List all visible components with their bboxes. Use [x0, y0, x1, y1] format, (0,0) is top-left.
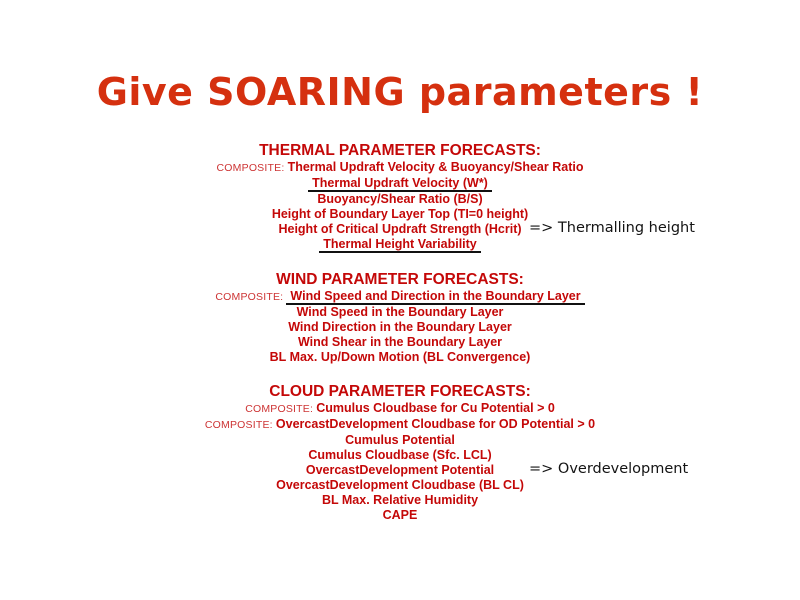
forecast-line	[0, 160, 800, 176]
parameter-sections	[0, 141, 800, 523]
section-heading: WIND PARAMETER FORECASTS:	[276, 271, 524, 288]
forecast-line-label: Wind Speed in the Boundary Layer	[296, 305, 504, 319]
forecast-line	[0, 176, 800, 192]
forecast-line-label: Height of Critical Updraft Strength (Hcrit)	[278, 222, 522, 236]
forecast-line	[0, 222, 800, 237]
forecast-line	[0, 463, 800, 478]
forecast-line	[0, 350, 800, 365]
section-heading: CLOUD PARAMETER FORECASTS:	[269, 383, 531, 400]
composite-prefix: COMPOSITE:	[204, 419, 276, 431]
forecast-line	[0, 192, 800, 207]
parameter-section	[0, 382, 800, 523]
forecast-line	[0, 433, 800, 448]
composite-prefix: COMPOSITE:	[245, 403, 317, 415]
forecast-line	[0, 478, 800, 493]
forecast-line-label: OvercastDevelopment Cloudbase for OD Potential > 0	[275, 417, 596, 431]
forecast-line	[0, 493, 800, 508]
forecast-line-label: Buoyancy/Shear Ratio (B/S)	[317, 192, 483, 206]
forecast-line-label: Cumulus Potential	[345, 433, 455, 447]
forecast-line-label: Cumulus Cloudbase for Cu Potential > 0	[316, 401, 555, 415]
forecast-line-label: Wind Direction in the Boundary Layer	[288, 320, 512, 334]
forecast-line-label: Thermal Updraft Velocity & Buoyancy/Shear Ratio	[287, 160, 584, 174]
forecast-line	[0, 401, 800, 417]
forecast-line	[0, 508, 800, 523]
slide-title: Give SOARING parameters !	[96, 70, 704, 114]
forecast-line	[0, 417, 800, 433]
forecast-line-label: Wind Shear in the Boundary Layer	[297, 335, 503, 349]
parameter-section	[0, 270, 800, 365]
composite-prefix: COMPOSITE:	[215, 291, 287, 303]
forecast-line	[0, 335, 800, 350]
annotation-note: => Overdevelopment	[529, 461, 689, 477]
forecast-line-label: Wind Speed and Direction in the Boundary Layer	[286, 290, 584, 305]
section-heading: THERMAL PARAMETER FORECASTS:	[259, 142, 541, 159]
forecast-line-label: BL Max. Up/Down Motion (BL Convergence)	[269, 350, 531, 364]
forecast-line-label: OvercastDevelopment Cloudbase (BL CL)	[276, 478, 524, 492]
forecast-line	[0, 237, 800, 253]
forecast-line-label: Thermal Height Variability	[319, 238, 481, 253]
forecast-line-label: Height of Boundary Layer Top (TI=0 height)	[271, 207, 529, 221]
forecast-line-label: OvercastDevelopment Potential	[305, 463, 495, 477]
composite-prefix: COMPOSITE:	[216, 162, 288, 174]
forecast-line	[0, 305, 800, 320]
forecast-line-label: BL Max. Relative Humidity	[321, 493, 479, 507]
forecast-line-label: CAPE	[382, 508, 418, 522]
annotation-note: => Thermalling height	[529, 220, 695, 236]
parameter-section	[0, 141, 800, 253]
forecast-line	[0, 289, 800, 305]
forecast-line-label: Thermal Updraft Velocity (W*)	[308, 177, 492, 192]
forecast-line	[0, 320, 800, 335]
forecast-line-label: Cumulus Cloudbase (Sfc. LCL)	[308, 448, 492, 462]
